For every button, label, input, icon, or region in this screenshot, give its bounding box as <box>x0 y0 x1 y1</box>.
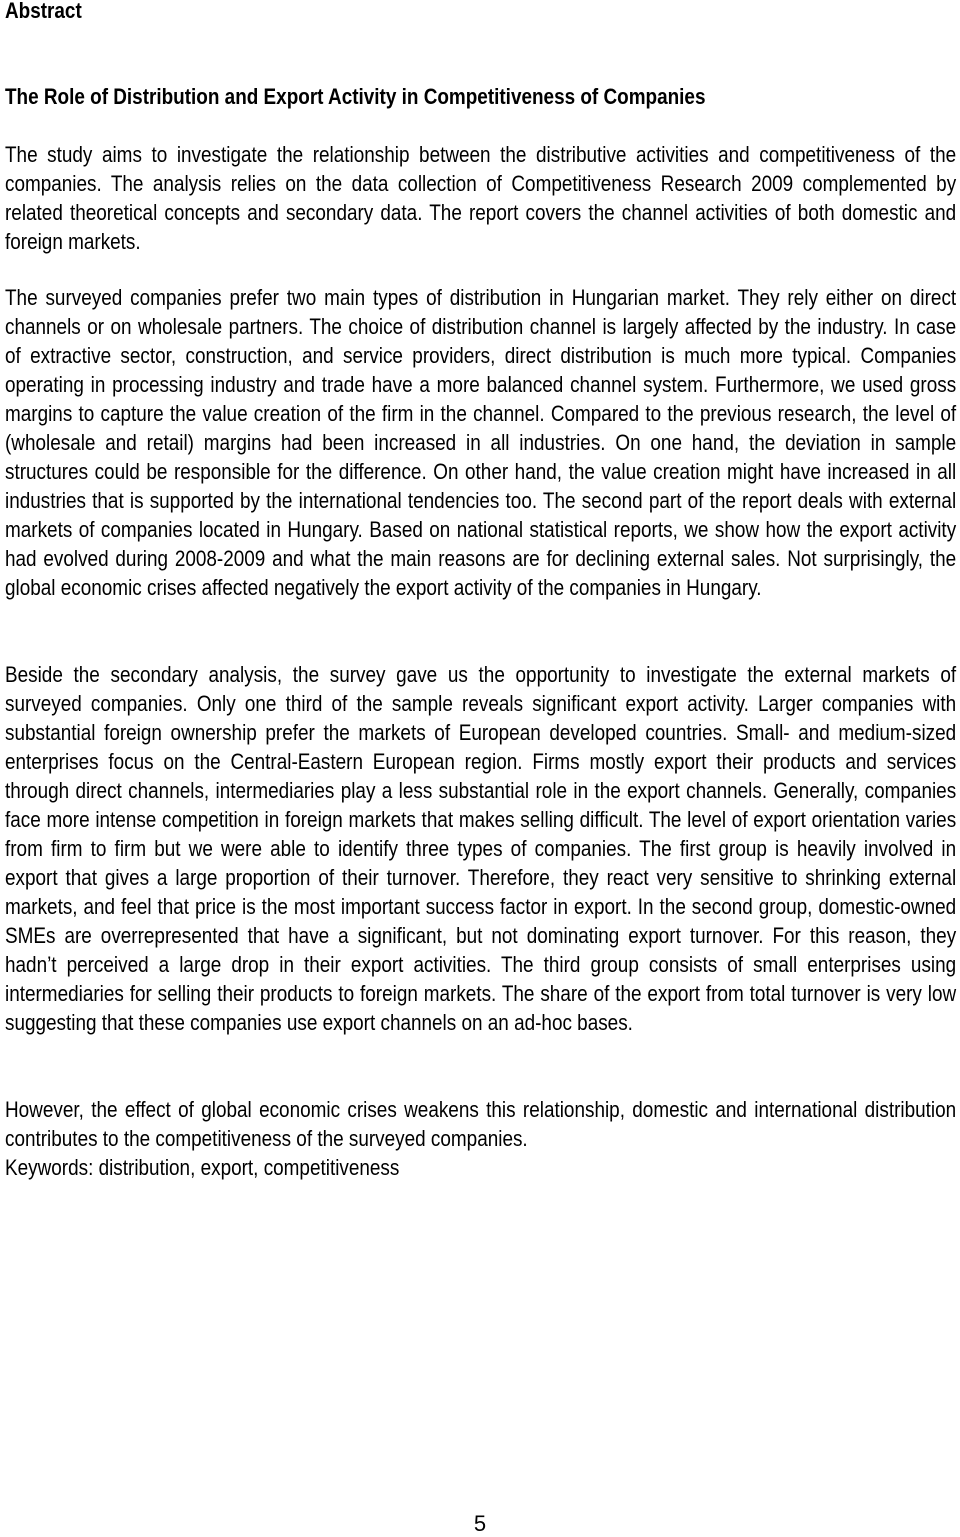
page-number: 5 <box>473 1511 487 1536</box>
keywords-line: Keywords: distribution, export, competitiveness <box>5 1155 400 1180</box>
abstract-paragraph-3: Beside the secondary analysis, the survey gave us the opportunity to investigate the external markets of surveyed companies. Only one third of the sample reveals significant export activity. Larger companies with substantial foreign ownership prefer the markets of European developed countries. Small- and medium-sized enterprises focus on the Central-Eastern European region. Firms mostly export their products and services through direct channels, intermediaries play a less substantial role in the export channels. Generally, companies face more intense competition in foreign markets that makes selling difficult. The level of export orientation varies from firm to firm but we were able to identify three types of companies. The first group is heavily involved in export that gives a large proportion of their turnover. Therefore, they react very sensitive to shrinking external markets, and feel that price is the most important success factor in export. In the second group, domestic-owned SMEs are overrepresented that have a significant, but not dominating export turnover. For this reason, they hadn’t perceived a large drop in their export activities. The third group consists of small enterprises using intermediaries for selling their products to foreign markets. The share of the export from total turnover is very low suggesting that these companies use export channels on an ad-hoc bases. <box>5 662 957 1035</box>
abstract-paragraph-4: However, the effect of global economic crises weakens this relationship, domestic and international distribution contributes to the competitiveness of the surveyed companies. <box>5 1097 957 1151</box>
section-heading: Abstract <box>5 0 82 23</box>
paper-title: The Role of Distribution and Export Activity in Competitiveness of Companies <box>5 84 706 109</box>
abstract-paragraph-2: The surveyed companies prefer two main types of distribution in Hungarian market. They rely either on direct channels or on wholesale partners. The choice of distribution channel is largely affected by the industry. In case of extractive sector, construction, and service providers, direct distribution is much more typical. Companies operating in processing industry and trade have a more balanced channel system. Furthermore, we used gross margins to capture the value creation of the firm in the channel. Compared to the previous research, the level of (wholesale and retail) margins had been increased in all industries. On one hand, the deviation in sample structures could be responsible for the difference. On other hand, the value creation might have increased in all industries that is supported by the international tendencies too. The second part of the report deals with external markets of companies located in Hungary. Based on national statistical reports, we show how the export activity had evolved during 2008-2009 and what the main reasons are for declining external sales. Not surprisingly, the global economic crises affected negatively the export activity of the companies in Hungary. <box>5 285 957 600</box>
abstract-paragraph-1: The study aims to investigate the relationship between the distributive activities and competitiveness of the companies. The analysis relies on the data collection of Competitiveness Research 2009 complemented by related theoretical concepts and secondary data. The report covers the channel activities of both domestic and foreign markets. <box>5 142 957 254</box>
